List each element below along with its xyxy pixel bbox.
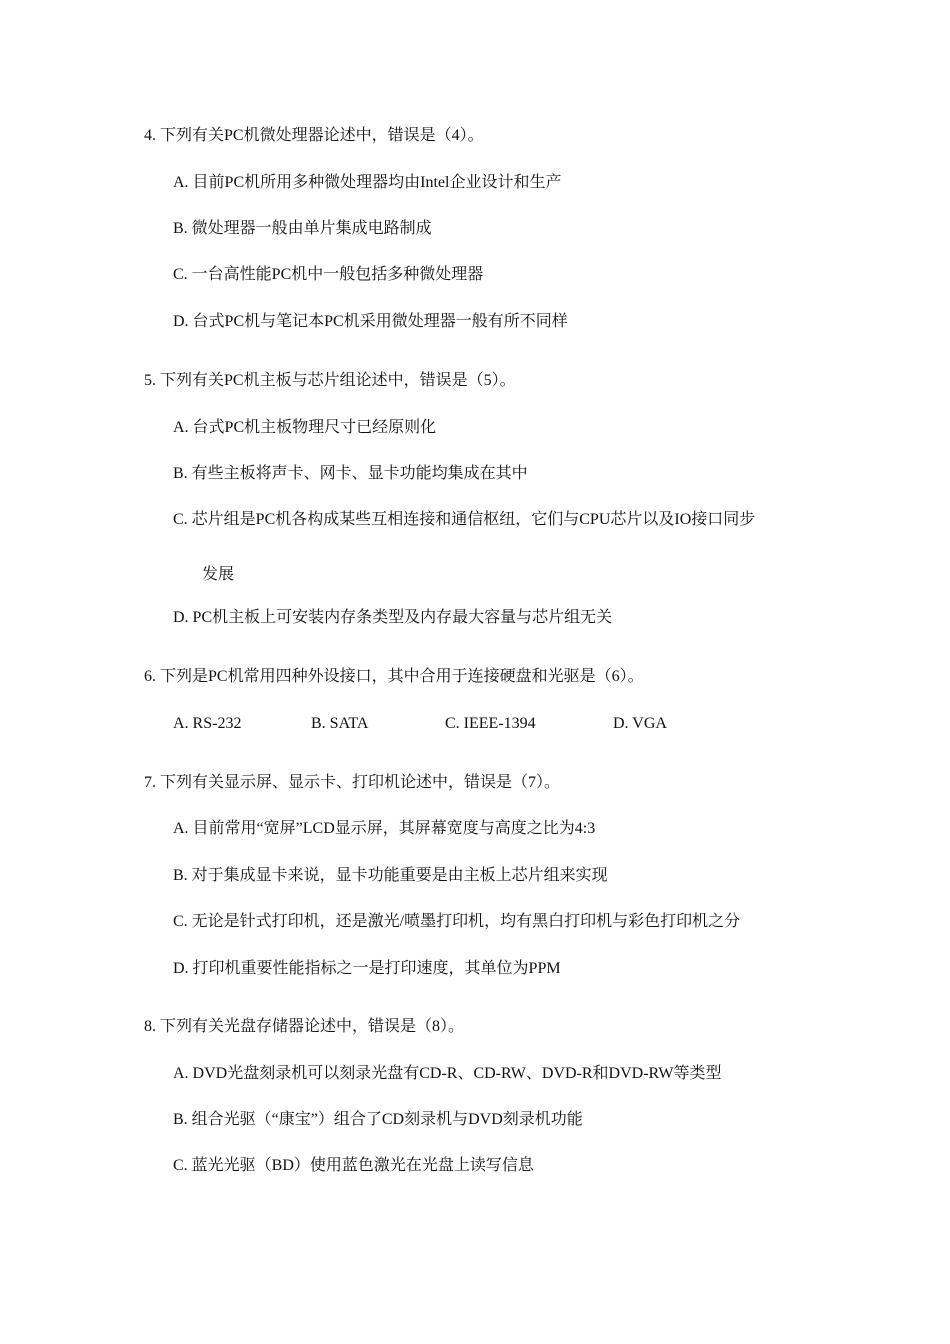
question-6-option-c: C. IEEE-1394 [445,715,536,732]
question-5-option-b: B. 有些主板将声卡、网卡、显卡功能均集成在其中 [173,465,528,482]
question-6-stem: 6. 下列是PC机常用四种外设接口，其中合用于连接硬盘和光驱是（6）。 [144,668,644,685]
question-6-option-a: A. RS-232 [173,715,242,732]
question-5-option-d: D. PC机主板上可安装内存条类型及内存最大容量与芯片组无关 [173,609,613,626]
question-5-option-c-continuation: 发展 [202,566,235,583]
question-7-option-c: C. 无论是针式打印机，还是激光/喷墨打印机，均有黑白打印机与彩色打印机之分 [173,913,741,930]
question-7-stem: 7. 下列有关显示屏、显示卡、打印机论述中，错误是（7）。 [144,774,561,791]
question-4-stem: 4. 下列有关PC机微处理器论述中，错误是（4）。 [144,127,484,144]
question-7-option-a: A. 目前常用“宽屏”LCD显示屏，其屏幕宽度与高度之比为4:3 [173,820,596,837]
question-4-option-a: A. 目前PC机所用多种微处理器均由Intel企业设计和生产 [173,174,562,191]
question-8-option-c: C. 蓝光光驱（BD）使用蓝色激光在光盘上读写信息 [173,1157,534,1174]
question-4-option-d: D. 台式PC机与笔记本PC机采用微处理器一般有所不同样 [173,313,568,330]
question-7-option-d: D. 打印机重要性能指标之一是打印速度，其单位为PPM [173,960,561,977]
question-4-option-b: B. 微处理器一般由单片集成电路制成 [173,220,432,237]
question-5-option-a: A. 台式PC机主板物理尺寸已经原则化 [173,419,437,436]
question-4-option-c: C. 一台高性能PC机中一般包括多种微处理器 [173,266,484,283]
question-8-option-b: B. 组合光驱（“康宝”）组合了CD刻录机与DVD刻录机功能 [173,1111,583,1128]
question-6-option-d: D. VGA [613,715,667,732]
question-5-stem: 5. 下列有关PC机主板与芯片组论述中，错误是（5）。 [144,372,516,389]
question-7-option-b: B. 对于集成显卡来说，显卡功能重要是由主板上芯片组来实现 [173,867,608,884]
question-5-option-c: C. 芯片组是PC机各构成某些互相连接和通信枢纽，它们与CPU芯片以及IO接口同步 [173,511,756,528]
question-8-option-a: A. DVD光盘刻录机可以刻录光盘有CD-R、CD-RW、DVD-R和DVD-RW等类型 [173,1065,722,1082]
question-8-stem: 8. 下列有关光盘存储器论述中，错误是（8）。 [144,1018,465,1035]
question-6-option-b: B. SATA [311,715,369,732]
